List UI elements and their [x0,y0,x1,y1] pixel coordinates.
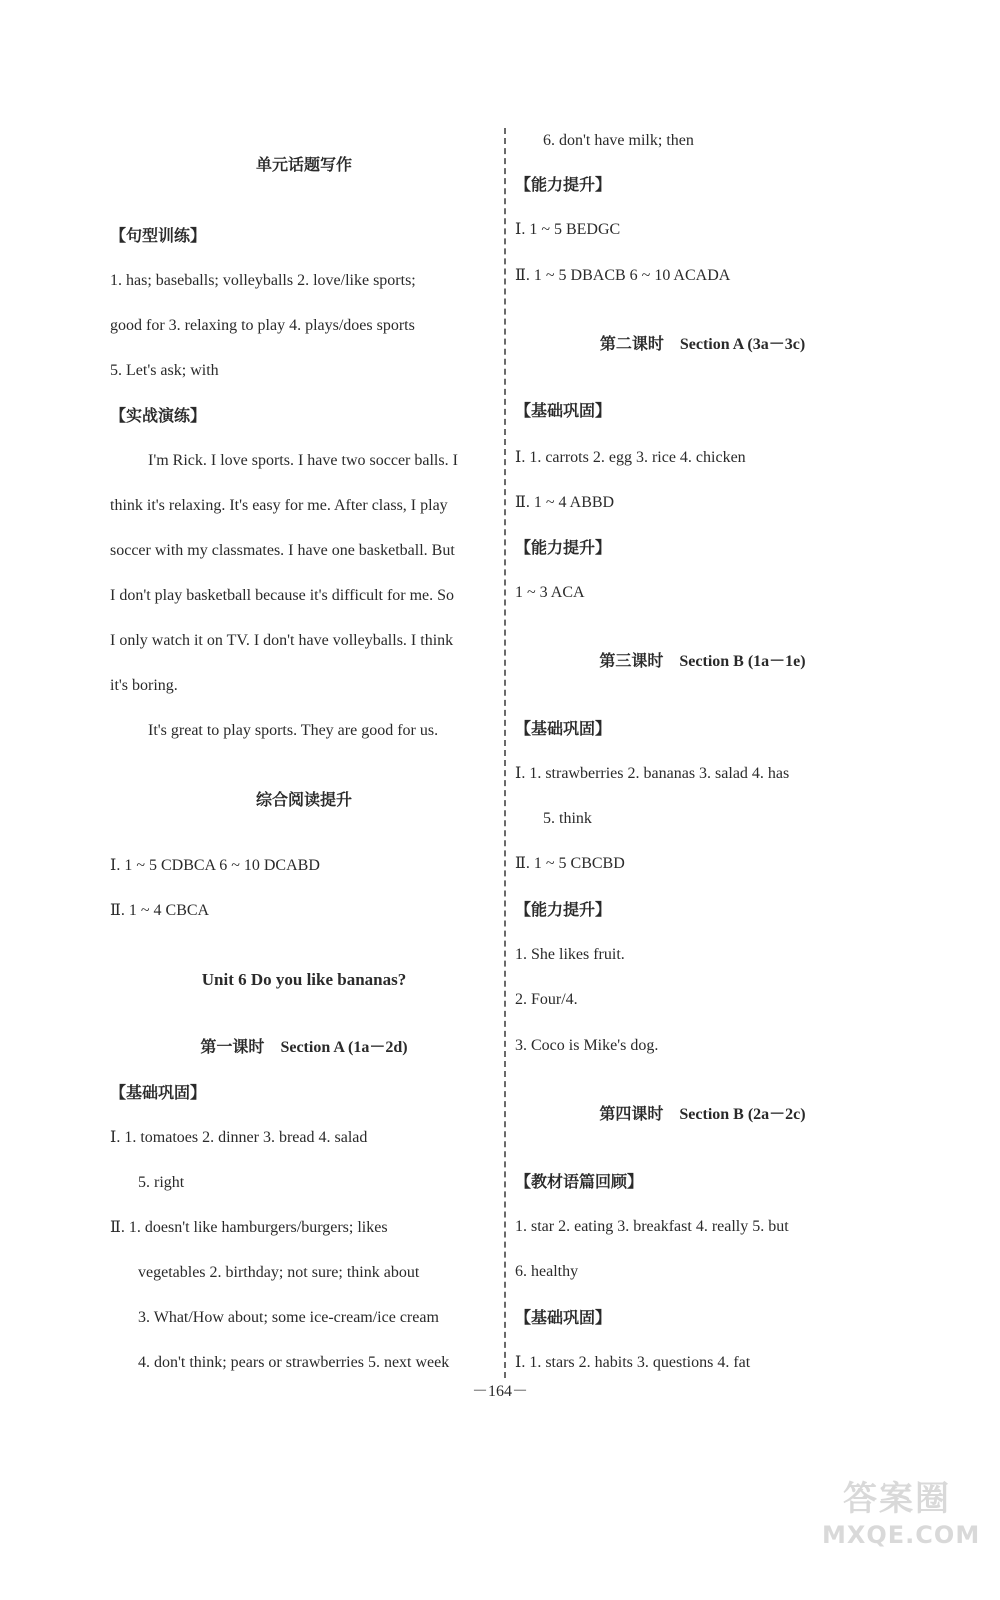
lesson-3-en: Section B (1a－1e) [679,653,806,670]
answer-line: 6. healthy [515,1263,579,1280]
answer-line: 3. Coco is Mike's dog. [515,1037,659,1054]
basic-heading: 【基础巩固】 [515,401,612,420]
answer-line: Ⅱ. 1. doesn't like hamburgers/burgers; likes [110,1219,388,1236]
column-divider [504,128,506,1378]
lesson-4-en: Section B (2a－2c) [679,1106,806,1123]
answer-line: Ⅰ. 1. strawberries 2. bananas 3. salad 4. has [515,765,790,782]
answer-line: 6. don't have milk; then [543,132,694,149]
writing-title: 单元话题写作 [255,155,352,174]
essay-line: it's boring. [110,677,178,694]
answer-line: 5. Let's ask; with [110,362,219,379]
answer-line: good for 3. relaxing to play 4. plays/does sports [110,317,415,334]
lesson-1-en: Section A (1a－2d) [280,1039,408,1056]
lesson-1-zh: 第一课时 [200,1037,265,1056]
lesson-2-title [515,334,890,355]
answer-line: Ⅱ. 1 ~ 5 CBCBD [515,855,625,872]
ability-heading: 【能力提升】 [515,538,612,557]
lesson-4-zh: 第四课时 [599,1104,664,1123]
answer-line: 4. don't think; pears or strawberries 5. next week [138,1354,450,1371]
answer-line: Ⅰ. 1 ~ 5 CDBCA 6 ~ 10 DCABD [110,857,320,874]
answer-line: Ⅱ. 1 ~ 4 ABBD [515,494,615,511]
answer-line: Ⅱ. 1 ~ 4 CBCA [110,902,210,919]
lesson-3-title [515,651,890,672]
essay-line: soccer with my classmates. I have one basketball. But [110,542,455,559]
ability-heading: 【能力提升】 [515,175,612,194]
lesson-1-title [110,1037,498,1058]
answer-line: 5. think [543,810,592,827]
essay-line: think it's relaxing. It's easy for me. After class, I play [110,497,448,514]
basic-heading: 【基础巩固】 [515,719,612,738]
essay-line: I don't play basketball because it's difficult for me. So [110,587,455,604]
reading-title: 综合阅读提升 [255,790,352,809]
answer-line: 5. right [138,1174,185,1191]
essay-line: I only watch it on TV. I don't have volleyballs. I think [110,632,454,649]
watermark-logo [822,1478,981,1558]
ability-heading: 【能力提升】 [515,900,612,919]
answer-line: 1. star 2. eating 3. breakfast 4. really 5. but [515,1218,789,1235]
watermark-bottom: MXQE.COM [822,1521,981,1549]
answer-line: Ⅱ. 1 ~ 5 DBACB 6 ~ 10 ACADA [515,267,731,284]
answer-line: Ⅰ. 1. tomatoes 2. dinner 3. bread 4. salad [110,1129,368,1146]
basic-heading: 【基础巩固】 [515,1308,612,1327]
answer-line: Ⅰ. 1 ~ 5 BEDGC [515,221,621,238]
lesson-4-title [515,1104,890,1125]
answer-line: 1. has; baseballs; volleyballs 2. love/like sports; [110,272,416,289]
answer-line: 1 ~ 3 ACA [515,584,585,601]
answer-line: 2. Four/4. [515,991,578,1008]
essay-line: It's great to play sports. They are good for us. [148,722,439,739]
answer-line: Ⅰ. 1. stars 2. habits 3. questions 4. fat [515,1354,751,1371]
watermark-top: 答案圈 [843,1479,951,1519]
answer-line: 3. What/How about; some ice-cream/ice cream [138,1309,439,1326]
basic-heading: 【基础巩固】 [110,1083,207,1102]
lesson-3-zh: 第三课时 [599,651,664,670]
lesson-2-zh: 第二课时 [599,334,664,353]
answer-line: vegetables 2. birthday; not sure; think about [138,1264,420,1281]
answer-line: 1. She likes fruit. [515,946,625,963]
answer-line: Ⅰ. 1. carrots 2. egg 3. rice 4. chicken [515,449,746,466]
unit-title: Unit 6 Do you like bananas? [201,970,407,989]
drill-heading: 【句型训练】 [110,226,207,245]
page-number: －164－ [471,1383,528,1400]
practice-heading: 【实战演练】 [110,406,207,425]
review-heading: 【教材语篇回顾】 [515,1172,644,1191]
essay-line: I'm Rick. I love sports. I have two soccer balls. I [148,452,458,469]
lesson-2-en: Section A (3a－3c) [679,336,806,353]
